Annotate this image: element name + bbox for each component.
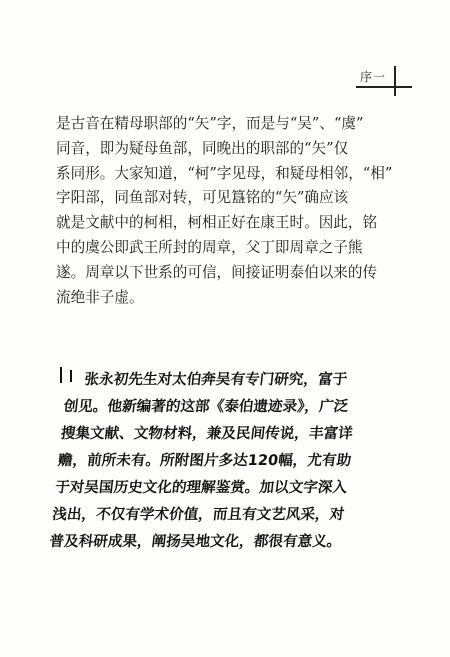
handwritten-line: 赡，前所未有。所附图片多达120幅，尤有助 [57,452,353,469]
printed-line: 遂。周章以下世系的可信，间接证明泰伯以来的传 [56,263,378,281]
handwritten-line: 普及科研成果，阐扬吴地文化，都很有意义。 [48,533,343,550]
printed-paragraph [56,112,406,310]
handwritten-line: 搜集文献、文物材料，兼及民间传说，丰富详 [59,425,354,442]
handwritten-line: 浅出，不仅有学术价值，而且有文艺风采，对 [51,506,346,523]
header-rule-vertical [394,66,396,96]
handwritten-line: 创见。他新编著的这部《泰伯遗迹录》，广泛 [62,398,350,415]
printed-line: 字阳部，同鱼部对转，可见簋铭的“矢”确应该 [56,189,349,207]
printed-line: 就是文献中的柯相，柯相正好在康王时。因此，铭 [56,214,378,232]
handwritten-margin-mark [60,367,62,383]
printed-line: 同音，即为疑母鱼部，同晚出的职部的“矢”仅 [56,139,349,157]
header-rule-horizontal [356,86,412,88]
printed-line: 中的虞公即武王所封的周章，父丁即周章之子熊 [56,238,363,256]
handwritten-paragraph [48,366,408,555]
running-header-label: 序一 [360,70,387,84]
printed-line: 是古音在精母职部的“矢”字，而是与“吴”、“虞” [56,115,364,132]
printed-line: 流绝非子虚。 [56,288,144,306]
handwritten-line: 于对吴国历史文化的理解鉴赏。加以文字深入 [54,479,348,496]
printed-line: 系同形。大家知道，“柯”字见母，和疑母相邻，“相” [56,164,393,182]
handwritten-line: 张永初先生对太伯奔吴有专门研究，富于 [83,371,349,388]
